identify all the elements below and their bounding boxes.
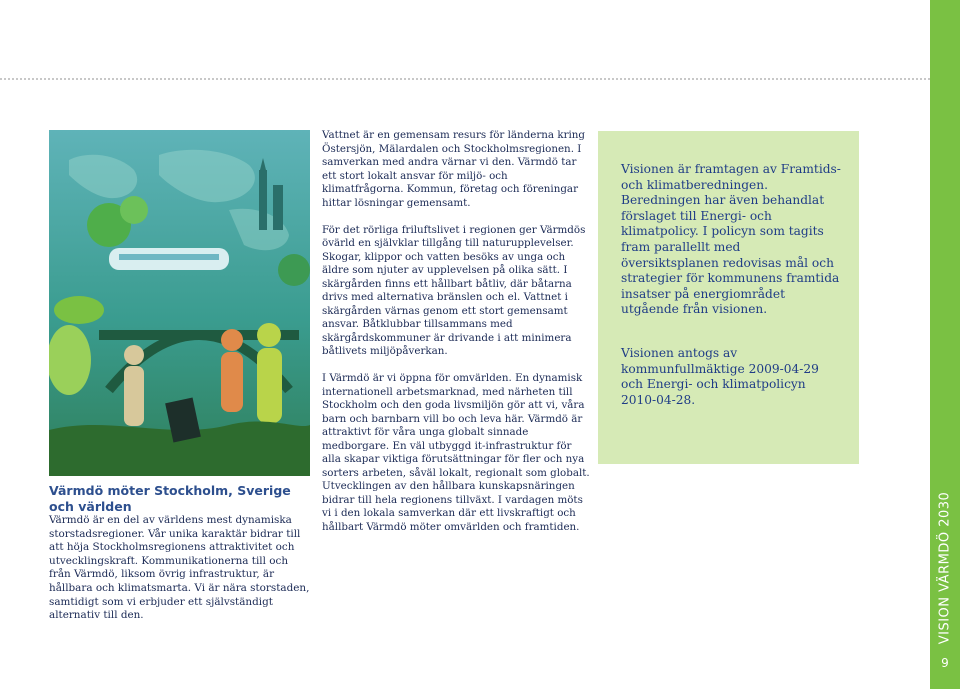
main-column: [322, 129, 590, 534]
dotted-divider: [0, 78, 930, 80]
page-number: 9: [941, 656, 949, 670]
vision-paragraph-1: Visionen är framtagen av Framtids- och klimatberedningen. Beredningen har även behandlat förslaget till Energi- och klimatpolicy. I policyn som tagits fram parallellt med översiktsplanen redovisas mål och strategier för kommunens framtida insatser på energiområdet utgående från visionen.: [621, 162, 841, 317]
main-paragraph-3: I Värmdö är vi öppna för omvärlden. En dynamisk internationell arbetsmarknad, med närheten till Stockholm och den goda livsmiljön gör att vi, våra barn och barnbarn vill bo och leva här. Värmdö är attraktivt för våra unga globalt sinnade medborgare. En väl utbyggd it-infrastruktur för alla skapar viktiga förutsättningar för fler och nya sorters arbeten, såväl lokalt, regionalt som globalt. Utvecklingen av den hållbara kunskapsnäringen bidrar till hela regionens tillväxt. I vardagen möts vi i den lokala samverkan där ett livskraftigt och hållbart Värmdö möter omvärlden och framtiden.: [322, 372, 590, 533]
vertical-publication-label: VISION VÄRMDÖ 2030: [937, 491, 953, 645]
main-paragraph-2: För det rörliga friluftslivet i regionen ger Värmdös övärld en självklar tillgång till naturupplevelser. Skogar, klippor och vatten besöks av unga och äldre som njuter av upplevelsen på olika sätt. I skärgården finns ett hållbart båtliv, där båtarna drivs med alternativa bränslen och el. Vattnet i skärgården värnas genom ett stort gemensamt ansvar. Båtklubbar tillsammans med skärgårdskommuner är drivande i att minimera båtlivets miljöpåverkan.: [322, 223, 586, 357]
vision-paragraph-2: Visionen antogs av kommunfullmäktige 2009-04-29 och Energi- och klimatpolicyn 2010-04-28.: [621, 346, 819, 407]
sidebar-paragraph: Värmdö är en del av världens mest dynamiska storstadsregioner. Vår unika karaktär bidrar till att höja Stockholmsregionens attraktivitet och utvecklingskraft. Kommunikationerna till och från Värmdö, liksom övrig infrastruktur, är hållbara och klimatsmarta. Vi är nära storstaden, samtidigt som vi erbjuder ett självständigt alternativ till den.: [49, 514, 310, 622]
main-paragraph-1: Vattnet är en gemensam resurs för länderna kring Östersjön, Mälardalen och Stockholmsregionen. I samverkan med andra värnar vi den. Värmdö tar ett stort lokalt ansvar för miljö- och klimatfrågorna. Kommun, företag och föreningar hittar lösningar gemensamt.: [322, 129, 586, 209]
collage-illustration: [49, 130, 310, 476]
sidebar-heading: Värmdö möter Stockholm, Sverige och världen: [49, 483, 291, 514]
